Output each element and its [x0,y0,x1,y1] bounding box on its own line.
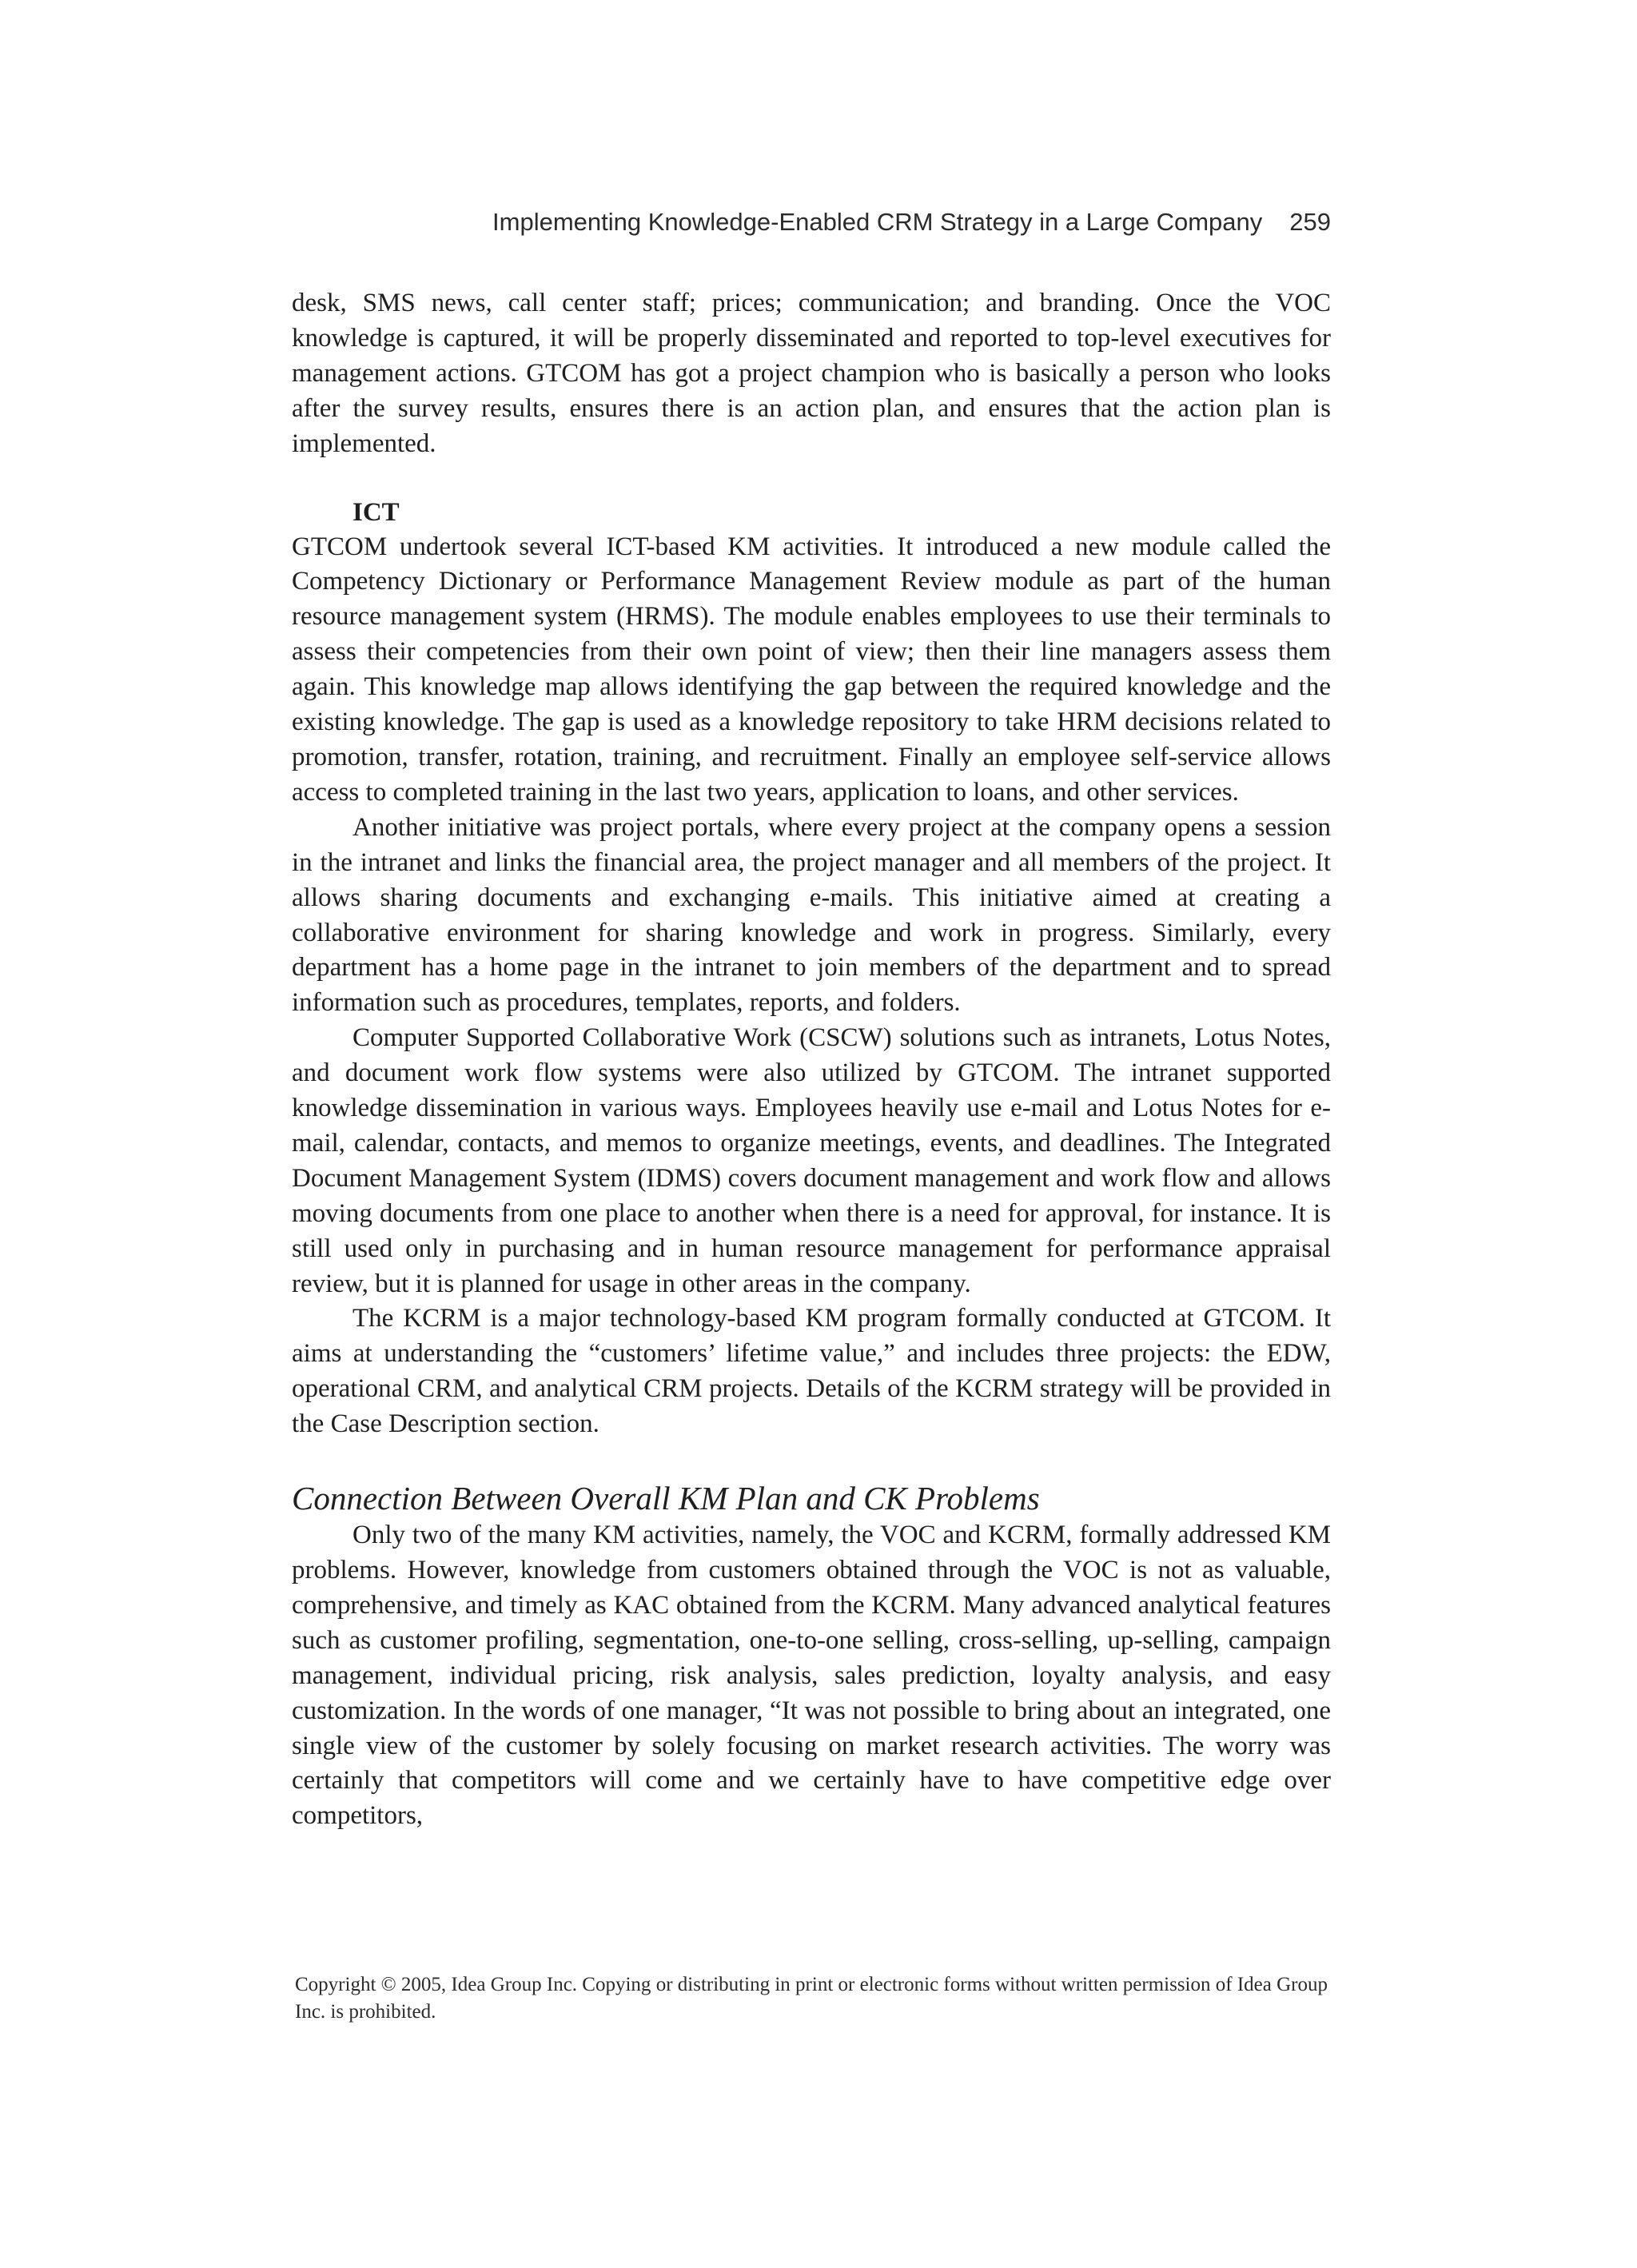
ict-paragraph-4: The KCRM is a major technology-based KM program formally conducted at GTCOM. It aims at understanding the “customers’ lifetime value,” and includes three projects: the EDW, operational CRM, and analytical CRM projects. Details of the KCRM strategy will be provided in the Case Description section. [292,1304,1331,1439]
ict-subheading: ICT [352,497,400,527]
body-text [292,286,1331,1834]
copyright-text: Copyright © 2005, Idea Group Inc. Copying or distributing in print or electronic forms without written permission of Idea Group Inc. is prohibited. [295,1974,1328,2023]
copyright-footer [295,1971,1328,2026]
running-title: Implementing Knowledge-Enabled CRM Strategy in a Large Company [492,208,1263,236]
page-number: 259 [1289,208,1331,236]
intro-paragraph: desk, SMS news, call center staff; prices; communication; and branding. Once the VOC knowledge is captured, it will be properly disseminated and reported to top-level executives for management actions. GTCOM has got a project champion who is basically a person who looks after the survey results, ensures there is an action plan, and ensures that the action plan is implemented. [292,289,1331,458]
section-heading: Connection Between Overall KM Plan and CK Problems [292,1480,1040,1517]
ict-paragraph-3: Computer Supported Collaborative Work (CSCW) solutions such as intranets, Lotus Notes, and document work flow systems were also utilized by GTCOM. The intranet supported knowledge dissemination in various ways. Employees heavily use e-mail and Lotus Notes for e-mail, calendar, contacts, and memos to organize meetings, events, and deadlines. The Integrated Document Management System (IDMS) covers document management and work flow and allows moving documents from one place to another when there is a need for approval, for instance. It is still used only in purchasing and in human resource management for performance appraisal review, but it is planned for usage in other areas in the company. [292,1023,1331,1298]
ict-paragraph-2: Another initiative was project portals, where every project at the company opens a session in the intranet and links the financial area, the project manager and all members of the project. It allows sharing documents and exchanging e-mails. This initiative aimed at creating a collaborative environment for sharing knowledge and work in progress. Similarly, every department has a home page in the intranet to join members of the department and to spread information such as procedures, templates, reports, and folders. [292,812,1331,1018]
section-paragraph: Only two of the many KM activities, namely, the VOC and KCRM, formally addressed KM problems. However, knowledge from customers obtained through the VOC is not as valuable, comprehensive, and timely as KAC obtained from the KCRM. Many advanced analytical features such as customer profiling, segmentation, one-to-one selling, cross-selling, up-selling, campaign management, individual pricing, risk analysis, sales prediction, loyalty analysis, and easy customization. In the words of one manager, “It was not possible to bring about an integrated, one single view of the customer by solely focusing on market research activities. The worry was certainly that competitors will come and we certainly have to have competitive edge over competitors, [292,1521,1331,1831]
ict-paragraph-1: GTCOM undertook several ICT-based KM activities. It introduced a new module called the Competency Dictionary or Performance Management Review module as part of the human resource management system (HRMS). The module enables employees to use their terminals to assess their competencies from their own point of view; then their line managers assess them again. This knowledge map allows identifying the gap between the required knowledge and the existing knowledge. The gap is used as a knowledge repository to take HRM decisions related to promotion, transfer, rotation, training, and recruitment. Finally an employee self-service allows access to completed training in the last two years, application to loans, and other services. [292,532,1331,807]
running-header [292,206,1331,238]
